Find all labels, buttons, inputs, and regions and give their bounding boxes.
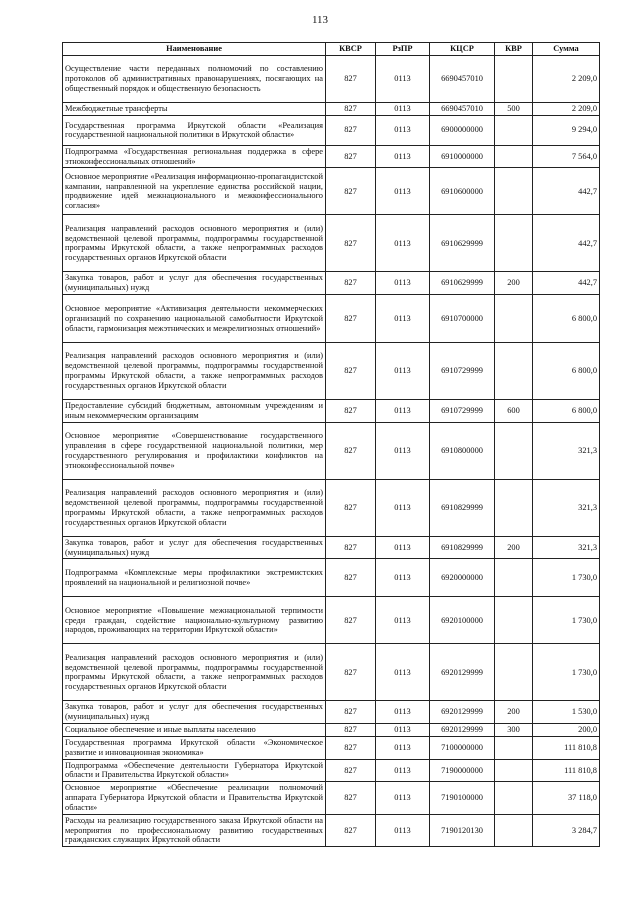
cell-rzpr: 0113	[376, 343, 430, 400]
cell-kvr: 200	[495, 701, 533, 724]
cell-kvr	[495, 168, 533, 215]
cell-kcsr: 6910700000	[430, 295, 495, 343]
cell-kvr	[495, 644, 533, 701]
cell-rzpr: 0113	[376, 272, 430, 295]
cell-rzpr: 0113	[376, 400, 430, 423]
table-row	[63, 295, 600, 343]
table-row	[63, 115, 600, 145]
cell-kvsr: 827	[326, 422, 376, 479]
cell-name: Межбюджетные трансферты	[63, 103, 326, 116]
cell-sum: 111 810,8	[533, 759, 600, 782]
cell-kvsr: 827	[326, 56, 376, 103]
cell-kcsr: 6910829999	[430, 479, 495, 536]
cell-sum: 321,3	[533, 479, 600, 536]
cell-kvsr: 827	[326, 759, 376, 782]
cell-sum: 6 800,0	[533, 343, 600, 400]
cell-kvsr: 827	[326, 701, 376, 724]
header-name: Наименование	[63, 43, 326, 56]
cell-sum: 7 564,0	[533, 145, 600, 168]
cell-rzpr: 0113	[376, 814, 430, 846]
table-row	[63, 536, 600, 559]
table-row	[63, 400, 600, 423]
table-row	[63, 597, 600, 644]
cell-kcsr: 7100000000	[430, 736, 495, 759]
cell-kvr	[495, 56, 533, 103]
cell-rzpr: 0113	[376, 759, 430, 782]
cell-rzpr: 0113	[376, 295, 430, 343]
cell-kvsr: 827	[326, 168, 376, 215]
table-row	[63, 782, 600, 814]
cell-name: Государственная программа Иркутской области «Экономическое развитие и инновационная экономика»	[63, 736, 326, 759]
cell-name: Государственная программа Иркутской области «Реализация государственной национальной политики в Иркутской области»	[63, 115, 326, 145]
cell-kvr	[495, 422, 533, 479]
table-row	[63, 736, 600, 759]
cell-sum: 2 209,0	[533, 103, 600, 116]
cell-kvsr: 827	[326, 215, 376, 272]
cell-kvsr: 827	[326, 724, 376, 737]
cell-name: Основное мероприятие «Повышение межнациональной терпимости среди граждан, содействие национально-культурному развитию народов, проживающих на территории Иркутской области»	[63, 597, 326, 644]
cell-name: Основное мероприятие «Совершенствование государственного управления в сфере государственной национальной политики, мер государственного регулирования и профилактики конфликтов на этноконфессиональной почве»	[63, 422, 326, 479]
cell-kcsr: 6690457010	[430, 56, 495, 103]
cell-name: Закупка товаров, работ и услуг для обеспечения государственных (муниципальных) нужд	[63, 536, 326, 559]
cell-name: Социальное обеспечение и иные выплаты населению	[63, 724, 326, 737]
cell-kcsr: 7190120130	[430, 814, 495, 846]
cell-name: Подпрограмма «Обеспечение деятельности Губернатора Иркутской области и Правительства Иркутской области»	[63, 759, 326, 782]
cell-name: Основное мероприятие «Обеспечение реализации полномочий аппарата Губернатора Иркутской области и Правительства Иркутской области»	[63, 782, 326, 814]
table-row	[63, 724, 600, 737]
cell-sum: 442,7	[533, 272, 600, 295]
cell-rzpr: 0113	[376, 782, 430, 814]
table-row	[63, 56, 600, 103]
cell-kcsr: 6910729999	[430, 400, 495, 423]
table-row	[63, 559, 600, 597]
cell-sum: 321,3	[533, 422, 600, 479]
table-row	[63, 759, 600, 782]
header-rzpr: РзПР	[376, 43, 430, 56]
cell-name: Реализация направлений расходов основного мероприятия и (или) ведомственной целевой программы, подпрограммы государственной программы Иркутской области, а также непрограммных расходов государственных органов Иркутской области	[63, 644, 326, 701]
cell-kvr: 600	[495, 400, 533, 423]
table-header-row	[63, 43, 600, 56]
cell-sum: 2 209,0	[533, 56, 600, 103]
cell-kvsr: 827	[326, 597, 376, 644]
cell-name: Реализация направлений расходов основного мероприятия и (или) ведомственной целевой программы, подпрограммы государственной программы Иркутской области, а также непрограммных расходов государственных органов Иркутской области	[63, 479, 326, 536]
cell-rzpr: 0113	[376, 56, 430, 103]
cell-kcsr: 6910729999	[430, 343, 495, 400]
cell-kvsr: 827	[326, 782, 376, 814]
cell-sum: 1 730,0	[533, 597, 600, 644]
cell-kvr: 300	[495, 724, 533, 737]
cell-kvsr: 827	[326, 814, 376, 846]
cell-name: Подпрограмма «Комплексные меры профилактики экстремистских проявлений на национальной и религиозной почве»	[63, 559, 326, 597]
cell-kcsr: 6910829999	[430, 536, 495, 559]
cell-kvr	[495, 782, 533, 814]
header-kvsr: КВСР	[326, 43, 376, 56]
cell-kcsr: 6910000000	[430, 145, 495, 168]
cell-name: Основное мероприятие «Реализация информационно-пропагандистской кампании, направленной на укрепление единства российской нации, продвижение идей межнационального и межконфессионального согласия»	[63, 168, 326, 215]
table-row	[63, 422, 600, 479]
cell-kcsr: 6910629999	[430, 215, 495, 272]
cell-kcsr: 6920129999	[430, 701, 495, 724]
cell-kvsr: 827	[326, 559, 376, 597]
cell-kcsr: 6920100000	[430, 597, 495, 644]
cell-sum: 37 118,0	[533, 782, 600, 814]
cell-name: Предоставление субсидий бюджетным, автономным учреждениям и иным некоммерческим организациям	[63, 400, 326, 423]
cell-name: Подпрограмма «Государственная региональная поддержка в сфере этноконфессиональных отношений»	[63, 145, 326, 168]
cell-kcsr: 7190100000	[430, 782, 495, 814]
cell-sum: 1 730,0	[533, 559, 600, 597]
cell-kvr	[495, 145, 533, 168]
cell-sum: 6 800,0	[533, 295, 600, 343]
cell-sum: 442,7	[533, 215, 600, 272]
cell-rzpr: 0113	[376, 701, 430, 724]
cell-kvsr: 827	[326, 479, 376, 536]
cell-kvr	[495, 115, 533, 145]
cell-sum: 9 294,0	[533, 115, 600, 145]
cell-name: Закупка товаров, работ и услуг для обеспечения государственных (муниципальных) нужд	[63, 701, 326, 724]
table-row	[63, 343, 600, 400]
cell-rzpr: 0113	[376, 736, 430, 759]
table-row	[63, 479, 600, 536]
cell-kvr	[495, 814, 533, 846]
cell-rzpr: 0113	[376, 145, 430, 168]
cell-sum: 1 530,0	[533, 701, 600, 724]
cell-sum: 200,0	[533, 724, 600, 737]
cell-name: Закупка товаров, работ и услуг для обеспечения государственных (муниципальных) нужд	[63, 272, 326, 295]
cell-rzpr: 0113	[376, 479, 430, 536]
table-row	[63, 168, 600, 215]
table-row	[63, 272, 600, 295]
cell-kvr	[495, 479, 533, 536]
table-row	[63, 103, 600, 116]
cell-kcsr: 6690457010	[430, 103, 495, 116]
cell-rzpr: 0113	[376, 536, 430, 559]
cell-sum: 321,3	[533, 536, 600, 559]
cell-rzpr: 0113	[376, 422, 430, 479]
cell-name: Основное мероприятие «Активизация деятельности некоммерческих организаций по сохранению национальной самобытности Иркутской области, гармонизация межэтнических и межрелигиозных отношений»	[63, 295, 326, 343]
table-row	[63, 701, 600, 724]
header-kvr: КВР	[495, 43, 533, 56]
cell-kvr	[495, 215, 533, 272]
cell-kvr	[495, 736, 533, 759]
cell-kvr: 200	[495, 536, 533, 559]
cell-name: Осуществление части переданных полномочий по составлению протоколов об административных правонарушениях, посягающих на общественный порядок и общественную безопасность	[63, 56, 326, 103]
cell-sum: 6 800,0	[533, 400, 600, 423]
cell-kvsr: 827	[326, 400, 376, 423]
cell-kvsr: 827	[326, 103, 376, 116]
cell-kvsr: 827	[326, 145, 376, 168]
cell-kvr: 200	[495, 272, 533, 295]
cell-kcsr: 6920129999	[430, 724, 495, 737]
cell-kvsr: 827	[326, 272, 376, 295]
cell-kcsr: 6910600000	[430, 168, 495, 215]
cell-sum: 1 730,0	[533, 644, 600, 701]
budget-table	[62, 42, 600, 847]
cell-kvsr: 827	[326, 536, 376, 559]
cell-kcsr: 6910629999	[430, 272, 495, 295]
cell-name: Реализация направлений расходов основного мероприятия и (или) ведомственной целевой программы, подпрограммы государственной программы Иркутской области, а также непрограммных расходов государственных органов Иркутской области	[63, 215, 326, 272]
cell-sum: 3 284,7	[533, 814, 600, 846]
cell-kvsr: 827	[326, 295, 376, 343]
table-row	[63, 215, 600, 272]
table-row	[63, 644, 600, 701]
table-row	[63, 145, 600, 168]
cell-kvsr: 827	[326, 115, 376, 145]
cell-rzpr: 0113	[376, 115, 430, 145]
cell-rzpr: 0113	[376, 644, 430, 701]
header-kcsr: КЦСР	[430, 43, 495, 56]
cell-kvsr: 827	[326, 644, 376, 701]
header-sum: Сумма	[533, 43, 600, 56]
cell-kvr	[495, 295, 533, 343]
cell-kcsr: 6920129999	[430, 644, 495, 701]
cell-kcsr: 6920000000	[430, 559, 495, 597]
cell-rzpr: 0113	[376, 724, 430, 737]
cell-sum: 442,7	[533, 168, 600, 215]
cell-rzpr: 0113	[376, 559, 430, 597]
cell-rzpr: 0113	[376, 597, 430, 644]
cell-rzpr: 0113	[376, 103, 430, 116]
cell-kvr	[495, 343, 533, 400]
cell-kvr: 500	[495, 103, 533, 116]
page-number: 113	[311, 14, 329, 26]
cell-kvsr: 827	[326, 343, 376, 400]
cell-kvr	[495, 759, 533, 782]
cell-kcsr: 7190000000	[430, 759, 495, 782]
cell-kcsr: 6910800000	[430, 422, 495, 479]
table-row	[63, 814, 600, 846]
cell-rzpr: 0113	[376, 168, 430, 215]
cell-name: Реализация направлений расходов основного мероприятия и (или) ведомственной целевой программы, подпрограммы государственной программы Иркутской области, а также непрограммных расходов государственных органов Иркутской области	[63, 343, 326, 400]
cell-kvsr: 827	[326, 736, 376, 759]
cell-name: Расходы на реализацию государственного заказа Иркутской области на мероприятия по профессиональному развитию государственных гражданских служащих Иркутской области	[63, 814, 326, 846]
cell-kcsr: 6900000000	[430, 115, 495, 145]
cell-rzpr: 0113	[376, 215, 430, 272]
cell-kvr	[495, 559, 533, 597]
cell-sum: 111 810,8	[533, 736, 600, 759]
cell-kvr	[495, 597, 533, 644]
